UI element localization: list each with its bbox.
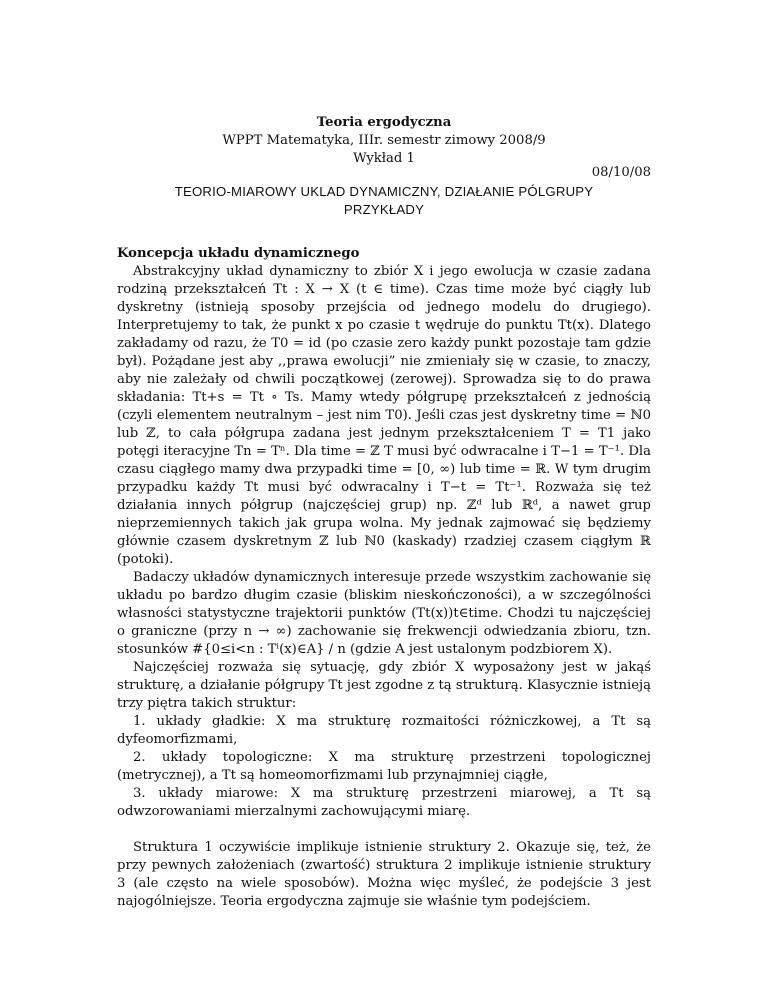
list-item-1: 1. układy gładkie: X ma strukturę rozmaitości różniczkowej, a Tt są dyfeomorfizmami, bbox=[117, 714, 651, 747]
lecture-date: 08/10/08 bbox=[591, 165, 651, 180]
lecture-title-line-2: PRZYKŁADY bbox=[343, 202, 425, 217]
lecture-title bbox=[0, 183, 768, 219]
document-title: Teoria ergodyczna bbox=[316, 115, 452, 130]
paragraph-2: Badaczy układów dynamicznych interesuje przede wszystkim zachowanie się układu po bardzo długim czasie (bliskim nieskończoności), a w szczególności własności statystyczne trajektorii punktów (Tt(x))t∈time. Chodzi tu najczęściej o graniczne (przy n → ∞) zachowanie się frekwencji odwiedzania zbioru, tzn. stosunków #{0≤i<n : Tⁱ(x)∈A} / n (gdzie A jest ustalonym podzbiorem X). bbox=[117, 570, 651, 657]
document-header bbox=[0, 114, 768, 168]
list-item-2: 2. układy topologiczne: X ma strukturę przestrzeni topologicznej (metrycznej), a Tt są homeomorfizmami lub przynajmniej ciągłe, bbox=[117, 750, 651, 783]
spacer bbox=[117, 821, 651, 839]
lecture-title-line-1: TEORIO-MIAROWY UKLAD DYNAMICZNY, DZIAŁANIE PÓLGRUPY bbox=[174, 184, 594, 199]
paragraph-1: Abstrakcyjny układ dynamiczny to zbiór X i jego ewolucja w czasie zadana rodziną przekształceń Tt : X → X (t ∈ time). Czas time może być ciągły lub dyskretny (istnieją sposoby przejścia od jednego modelu do drugiego). Interpretujemy to tak, że punkt x po czasie t wędruje do punktu Tt(x). Dlatego zakładamy od razu, że T0 = id (po czasie zero każdy punkt pozostaje tam gdzie był). Pożądane jest aby ,,prawa ewolucji” nie zmieniały się w czasie, to znaczy, aby nie zależały od chwili początkowej (zerowej). Sprowadza się to do prawa składania: Tt+s = Tt ∘ Ts. Mamy wtedy półgrupę przekształceń z jednością (czyli elementem neutralnym – jest nim T0). Jeśli czas jest dyskretny time = ℕ0 lub ℤ, to cała półgrupa zadana jest jednym przekształceniem T = T1 jako potęgi iteracyjne Tn = Tⁿ. Dla time = ℤ T musi być odwracalne i T−1 = T⁻¹. Dla czasu ciągłego mamy dwa przypadki time = [0, ∞) lub time = ℝ. W tym drugim przypadku każdy Tt musi być odwracalny i T−t = Tt⁻¹. Rozważa się też działania innych półgrup (najczęściej grup) np. ℤᵈ lub ℝᵈ, a nawet grup nieprzemiennych takich jak grupa wolna. My jednak zajmować się będziemy głównie czasem dyskretnym ℤ lub ℕ0 (kaskady) rzadziej czasem ciągłym ℝ (potoki). bbox=[117, 264, 651, 567]
closing-paragraph: Struktura 1 oczywiście implikuje istnienie struktury 2. Okazuje się, też, że przy pewnych założeniach (zwartość) struktura 2 implikuje istnienie struktury 3 (ale często na wiele sposobów). Można więc myśleć, że podejście 3 jest najogólniejsze. Teoria ergodyczna zajmuje sie właśnie tym podejściem. bbox=[117, 840, 651, 909]
list-item-3: 3. układy miarowe: X ma strukturę przestrzeni miarowej, a Tt są odwzorowaniami mierzalnymi zachowującymi miarę. bbox=[117, 786, 651, 819]
section-heading: Koncepcja układu dynamicznego bbox=[117, 246, 360, 261]
paragraph-3: Najczęściej rozważa się sytuację, gdy zbiór X wyposażony jest w jakąś strukturę, a działanie półgrupy Tt jest zgodne z tą strukturą. Klasycznie istnieją trzy piętra takich struktur: bbox=[117, 660, 651, 711]
course-info: WPPT Matematyka, IIIr. semestr zimowy 2008/9 bbox=[222, 133, 546, 148]
lecture-number: Wykład 1 bbox=[353, 151, 415, 166]
document-body bbox=[117, 245, 651, 911]
